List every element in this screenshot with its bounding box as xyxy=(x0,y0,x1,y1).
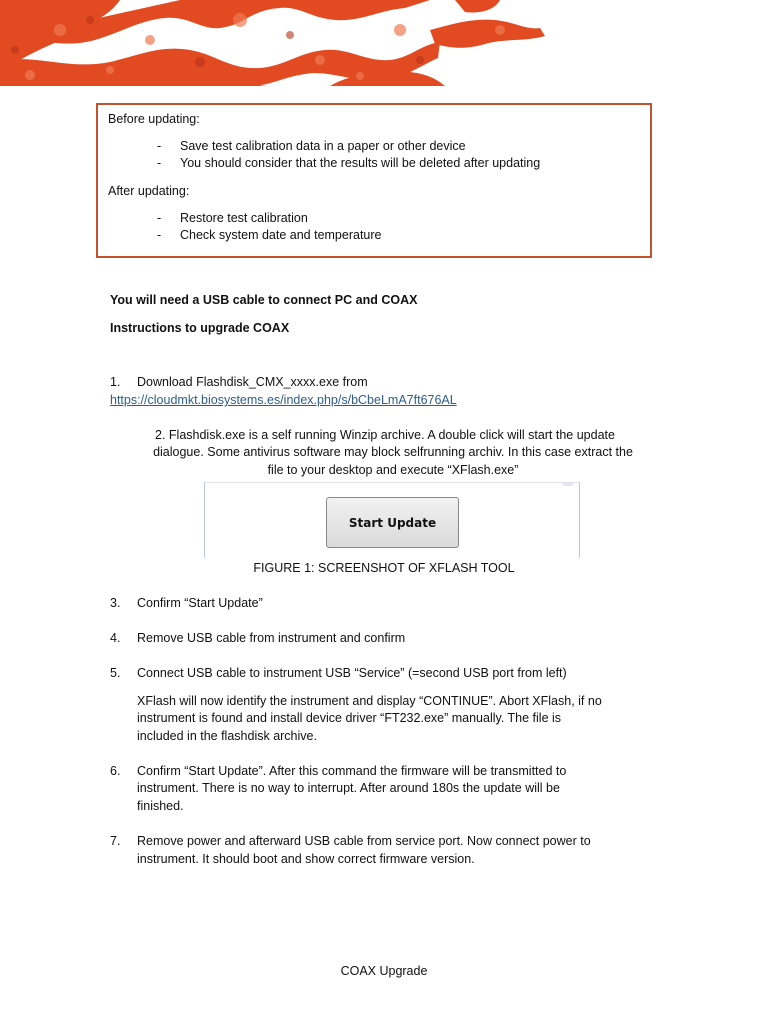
start-update-button[interactable]: Start Update xyxy=(326,497,459,548)
step-6-number: 6. xyxy=(110,764,121,778)
page-footer: COAX Upgrade xyxy=(340,964,428,978)
figure-caption: FIGURE 1: SCREENSHOT OF XFLASH TOOL xyxy=(253,561,515,575)
after-item-2: Check system date and temperature xyxy=(180,228,382,242)
step-5-note-line-1: XFlash will now identify the instrument and display “CONTINUE”. Abort XFlash, if no xyxy=(137,694,602,708)
bullet-dash: - xyxy=(157,228,162,242)
step-7-line-1: Remove power and afterward USB cable from service port. Now connect power to xyxy=(137,834,591,848)
instructions-heading: Instructions to upgrade COAX xyxy=(110,321,290,335)
step-2-line-2: dialogue. Some antivirus software may block selfrunning archiv. In this case extract the xyxy=(153,445,633,459)
step-3-number: 3. xyxy=(110,596,121,610)
bullet-dash: - xyxy=(157,211,162,225)
bullet-dash: - xyxy=(157,139,162,153)
step-2-line-1: 2. Flashdisk.exe is a self running Winzip archive. A double click will start the update xyxy=(155,428,615,442)
step-3-text: Confirm “Start Update” xyxy=(137,596,263,610)
step-4-number: 4. xyxy=(110,631,121,645)
step-7-line-2: instrument. It should boot and show correct firmware version. xyxy=(137,852,475,866)
bullet-dash: - xyxy=(157,156,162,170)
step-2-line-3: file to your desktop and execute “XFlash.exe” xyxy=(267,463,519,477)
coral-banner-image xyxy=(0,0,545,86)
before-item-1: Save test calibration data in a paper or other device xyxy=(180,139,466,153)
before-updating-heading: Before updating: xyxy=(108,112,200,126)
after-item-1: Restore test calibration xyxy=(180,211,308,225)
step-5-note-line-2: instrument is found and install device driver “FT232.exe” manually. The file is xyxy=(137,711,562,725)
usb-cable-heading: You will need a USB cable to connect PC and COAX xyxy=(110,293,418,307)
step-5-note-line-3: included in the flashdisk archive. xyxy=(137,729,317,743)
step-5-number: 5. xyxy=(110,666,121,680)
step-6-line-2: instrument. There is no way to interrupt. After around 180s the update will be xyxy=(137,781,560,795)
step-5-text: Connect USB cable to instrument USB “Service” (=second USB port from left) xyxy=(137,666,567,680)
step-6-line-3: finished. xyxy=(137,799,184,813)
after-updating-heading: After updating: xyxy=(108,184,190,198)
update-notes-box xyxy=(96,103,652,258)
step-6-line-1: Confirm “Start Update”. After this command the firmware will be transmitted to xyxy=(137,764,567,778)
step-1-text: Download Flashdisk_CMX_xxxx.exe from xyxy=(137,375,368,389)
window-corner-detail xyxy=(563,483,573,486)
xflash-screenshot-figure xyxy=(204,482,580,558)
step-1-number: 1. xyxy=(110,375,121,389)
download-link[interactable]: https://cloudmkt.biosystems.es/index.php/s/bCbeLmA7ft676AL xyxy=(110,393,457,407)
step-7-number: 7. xyxy=(110,834,121,848)
before-item-2: You should consider that the results will be deleted after updating xyxy=(180,156,541,170)
step-4-text: Remove USB cable from instrument and confirm xyxy=(137,631,406,645)
